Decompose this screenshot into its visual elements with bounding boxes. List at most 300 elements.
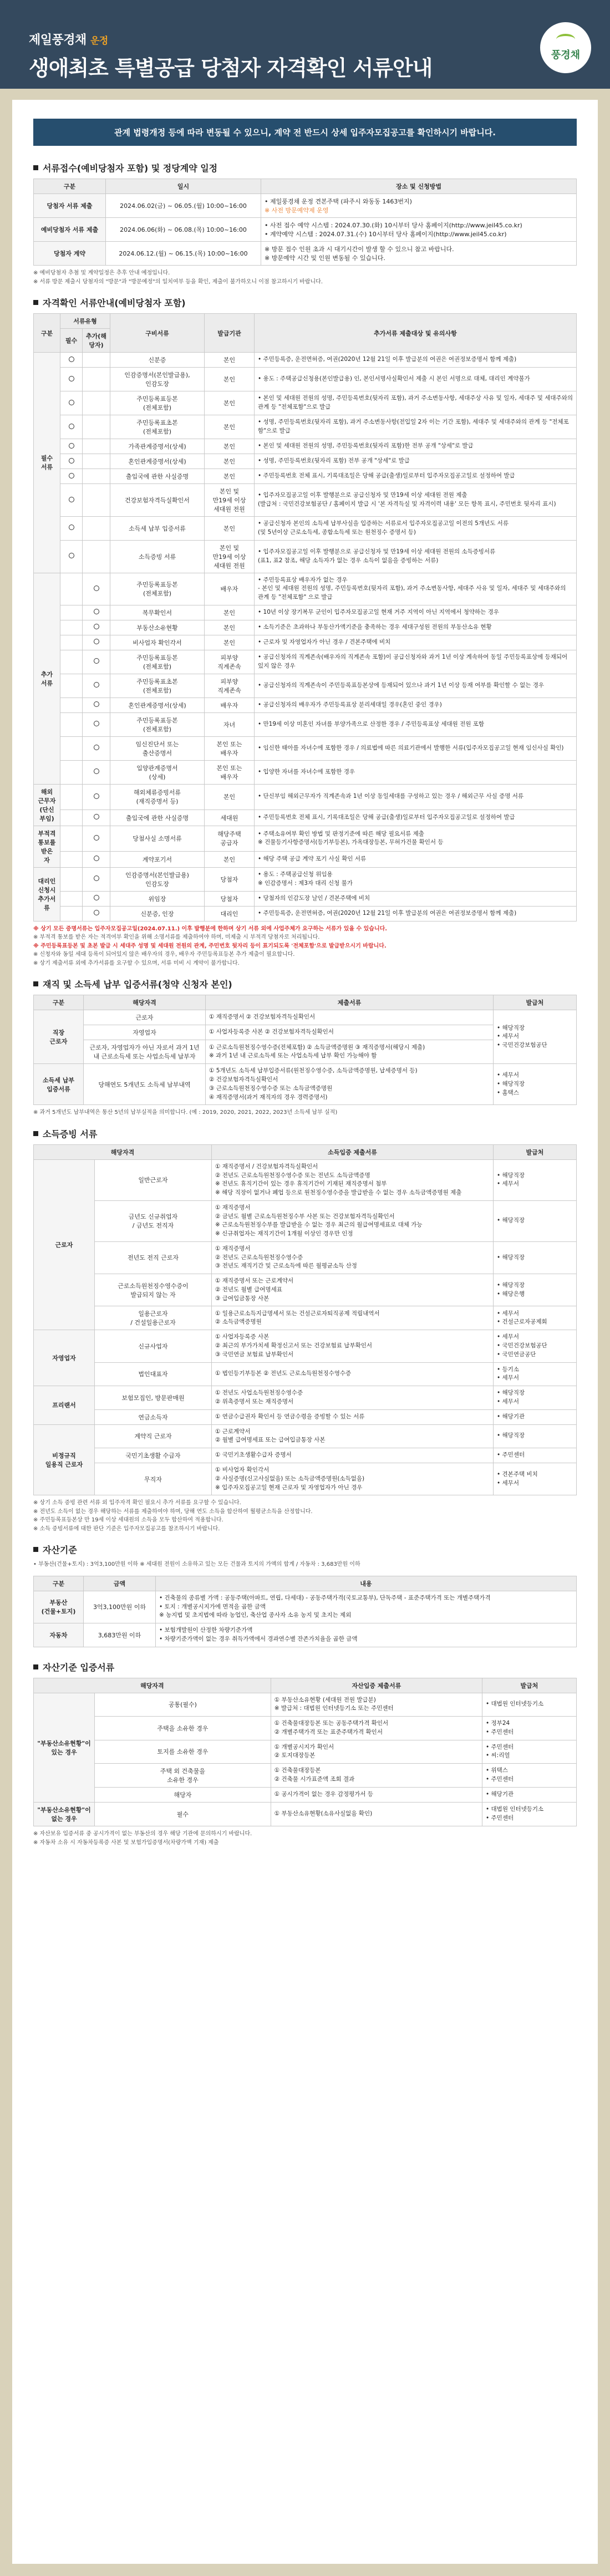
qual-note: • 10년 이상 장기복무 군인이 입주자모집공고일 현재 거주 지역이 아닌 지역에서 청약하는 경우 — [255, 605, 577, 620]
notice-banner: 관계 법령개정 등에 따라 변동될 수 있으니, 계약 전 반드시 상세 입주자모집공고를 확인하시기 바랍니다. — [33, 119, 577, 146]
proof-kind: 금년도 신규취업자 / 금년도 전직자 — [95, 1200, 212, 1241]
optional-mark — [83, 851, 110, 867]
proof-kind: 계약직 근로자 — [95, 1424, 212, 1448]
proof-docs: ① 국민기초생활수급자 증명서 — [212, 1448, 494, 1463]
qual-note: • 주민등록번호 전체 표시, 기록대조일은 당해 공급(출생)일로부터 입주자모집공고일로 설정하여 발급 — [255, 810, 577, 826]
qual-doc: 당첨사실 소명서류 — [110, 826, 205, 851]
asset-docs-issuer: • 주민센터 • 씨:리얼 — [482, 1740, 577, 1764]
proof-docs: ① 재직증명서 ② 금년도 월별 근로소득원천징수부 사본 또는 건강보험자격득실확인서 ※ 근로소득원천징수부를 발급받을 수 없는 경우 최근의 월급여명세표로 대체 가능 ※ 신규취업자는 재직기간이 1개월 이상인 경우만 인정 — [212, 1200, 494, 1241]
note-line: ※ 예비당첨자 추첨 및 계약일정은 추후 안내 예정입니다. — [33, 270, 170, 276]
schedule-row — [34, 218, 577, 242]
qual-doc: 복무확인서 — [110, 605, 205, 620]
optional-mark — [83, 469, 110, 484]
qual-issuer: 세대원 — [205, 810, 255, 826]
qual-row — [34, 391, 577, 415]
qual-note: • 본인 및 세대원 전원의 성명, 주민등록번호(뒷자리 포함), 과거 주소변동사항, 세대주상 사유 및 일자, 세대주 및 세대주와의 관계 등 "전체포함"으로 발급 — [255, 391, 577, 415]
asset-docs-row — [34, 1803, 577, 1826]
asset-docs-row — [34, 1693, 577, 1717]
income-issuer: • 세무서 • 해당직장 • 홈택스 — [494, 1064, 577, 1105]
qual-row — [34, 368, 577, 391]
schedule-label: 예비당첨자 서류 제출 — [34, 218, 106, 242]
note-line: ※ 상기 제출서류 외에 추가서류를 요구할 수 있으며, 서류 미비 시 계약이 불가합니다. — [33, 960, 240, 966]
proof-row — [34, 1306, 577, 1330]
qual-row — [34, 891, 577, 906]
asset-docs-group: "부동산소유현황"이 있는 경우 — [34, 1693, 95, 1803]
asset-docs-row — [34, 1717, 577, 1740]
asset-docs-section-title: 자산기준 입증서류 — [33, 1661, 577, 1673]
proof-kind: 일반근로자 — [95, 1159, 212, 1200]
qual-row — [34, 810, 577, 826]
qual-note: • 입주자모집공고일 이후 발행분으로 공급신청자 및 만19세 이상 세대원 전원의 소득증빙서류 (표1, 표2 참조, 해당 소득자가 없는 경우 소득이 없음을 증빙하는 서류) — [255, 540, 577, 573]
schedule-label: 당첨자 서류 제출 — [34, 194, 106, 218]
asset-docs-row — [34, 1788, 577, 1803]
note-line: ※ 과거 5개년도 납부내역은 통산 5년의 납부실적을 의미합니다. (예 : 2019, 2020, 2021, 2022, 2023년 소득세 납부 실적) — [33, 1109, 338, 1116]
qual-issuer: 본인 — [205, 368, 255, 391]
circle-mark-icon — [69, 443, 74, 449]
proof-docs: ① 재직증명서 ② 전년도 근로소득원천징수영수증 ③ 전년도 재직기간 및 근로소득에 따른 월평균소득 산정 — [212, 1241, 494, 1274]
required-mark — [60, 650, 83, 674]
asset-docs-docs: ① 개별공시지가 확인서 ② 토지대장등본 — [271, 1740, 482, 1764]
qual-doc: 건강보험자격득실확인서 — [110, 484, 205, 517]
qual-doc: 입양관계증명서 (상세) — [110, 760, 205, 784]
asset-docs-notes — [33, 1830, 577, 1847]
circle-mark-icon — [94, 895, 99, 900]
optional-mark — [83, 698, 110, 712]
qual-row — [34, 573, 577, 605]
asset-docs-issuer: • 정부24 • 주민센터 — [482, 1717, 577, 1740]
required-mark — [60, 784, 83, 810]
required-mark — [60, 760, 83, 784]
proof-row — [34, 1200, 577, 1241]
proof-docs: ① 법인등기부등본 ② 전년도 근로소득원천징수영수증 — [212, 1362, 494, 1386]
qual-note: • 주민등록증, 운전면허증, 여권(2020년 12월 21일 이후 발급분의 여권은 여권정보증명서 함께 제출) — [255, 353, 577, 368]
proof-group: 자영업자 — [34, 1330, 95, 1386]
circle-mark-icon — [69, 473, 74, 478]
qual-issuer: 피부양 직계존속 — [205, 674, 255, 698]
asset-docs-kind: 필수 — [95, 1803, 271, 1826]
schedule-label: 당첨자 계약 — [34, 242, 106, 266]
proof-issuer: • 해당직장 — [494, 1241, 577, 1274]
optional-mark — [83, 867, 110, 891]
circle-mark-icon — [94, 701, 99, 707]
proof-row — [34, 1330, 577, 1362]
optional-mark — [83, 368, 110, 391]
optional-mark — [83, 810, 110, 826]
proof-docs: ① 근로계약서 ② 월별 급여명세표 또는 급여입금통장 사본 — [212, 1424, 494, 1448]
income-docs: ① 5개년도 소득세 납부입증서류(원천징수영수증, 소득금액증명원, 납세증명서 등) ② 건강보험자격득실확인서 ③ 근로소득원천징수영수증 또는 소득금액증명원 ④ 재직증명서(과거 재직자의 경우 경력증명서) — [206, 1064, 494, 1105]
income-docs: ① 사업자등록증 사본 ② 건강보험자격득실확인서 — [206, 1025, 494, 1040]
circle-mark-icon — [94, 875, 99, 881]
qual-note: • 공급신청자 본인의 소득세 납부사실을 입증하는 서류로서 입주자모집공고일 이전의 5개년도 서류 (및 5년이상 근로소득세, 종합소득세 또는 원천징수 증명서 등) — [255, 517, 577, 541]
proof-kind: 전년도 전직 근로자 — [95, 1241, 212, 1274]
schedule-date: 2024.06.12.(월) ~ 06.15.(목) 10:00~16:00 — [106, 242, 261, 266]
qual-note: • 입주자모집공고일 이후 발행분으로 공급신청자 및 만19세 이상 세대원 전원 제출 (발급처 : 국민건강보험공단 / 홈페이지 발급 시 '본 자격득실 및 자격이력 내용' 모든 항목 표시, 주민번호 뒷자리 표시) — [255, 484, 577, 517]
qual-issuer: 본인 — [205, 784, 255, 810]
required-mark — [60, 620, 83, 635]
proof-docs: ① 사업자등록증 사본 ② 최근의 부가가치세 확정신고서 또는 건강보험료 납부확인서 ③ 국민연금 보험료 납부확인서 — [212, 1330, 494, 1362]
qual-doc: 주민등록표초본 (전체포함) — [110, 415, 205, 439]
optional-mark — [83, 891, 110, 906]
qual-note: • 단신부임 해외근무자가 직계존속과 1년 이상 동일세대를 구성하고 있는 경우 / 해외근무 사실 증명 서류 — [255, 784, 577, 810]
income-group: 소득세 납부 입증서류 — [34, 1064, 84, 1105]
asset-docs-issuer: • 위택스 • 주민센터 — [482, 1764, 577, 1788]
income-row — [34, 1064, 577, 1105]
qual-table: 구분 서류유형 구비서류 발급기관 추가서류 제출대상 및 유의사항 필수 추가(해당자) 필수 서류 신분증 본인 • 주민등록증, 운전면허증, 여권(2020년 12월 21일 이후 발급분의 여권은 여권정보증명서 함께 제출) 인감증명서(본인발급용), 인감도장 본인 • 용도 : 주택공급신청용(본인발급용) 인, 본인서명사실확인서 제출 시 본인 서명으로 대체, 대리인 계약불가 주민등록표등본 (전체포함) 본인 • 본인 및 세대원 전원의 성명, 주민등록번호(뒷자리 포함), 과거 주소변동사항, 세대주상 사유 및 일자, 세대주 및 세대주와의 관계 등 "전체포함"으로 발급 주민등록표초본 (전체포함) 본인 • 성명, 주민등록번호(뒷자리 포함), 과거 주소변동사항(전입일 2자 이는 기간 포함), 세대주 및 세대주와의 관계 등 "전체포함"으로 발급 가족관계증명서(상세) 본인 • 본인 및 세대원 전원의 성명, 주민등록번호(뒷자리 포함)한 전부 공개 "상세"로 발급 혼인관계증명서(상세) 본인 • 성명, 주민등록번호(뒷자리 포함) 전부 공개 "상세"로 발급 출입국에 관한 사실증명 본인 • 주민등록번호 전체 표시, 기록대조일은 당해 공급(출생)일로부터 입주자모집공고일로 설정하여 발급 건강보험자격득실확인서 본인 및 만19세 이상 세대원 전원 • 입주자모집공고일 이후 발행분으로 공급신청자 및 만19세 이상 세대원 전원 제출 (발급처 : 국민건강보험공단 / 홈페이지 발급 시 '본 자격득실 및 자격이력 내용' 모든 항목 표시, 주민번호 뒷자리 표시) 소득세 납부 입증서류 본인 • 공급신청자 본인의 소득세 납부사실을 입증하는 서류로서 입주자모집공고일 이전의 5개년도 서류 (및 5년이상 근로소득세, 종합소득세 또는 원천징수 증명서 등) 소득증빙 서류 본인 및 만19세 이상 세대원 전원 • 입주자모집공고일 이후 발행분으로 공급신청자 및 만19세 이상 세대원 전원의 소득증빙서류 (표1, 표2 참조, 해당 소득자가 없는 경우 소득이 없음을 증빙하는 서류) 추가 서류 주민등록표등본 (전체포함) 배우자 • 주민등록표상 배우자가 없는 경우 - 본인 및 세대원 전원의 성명, 주민등록번호(뒷자리 포함), 과거 주소변동사항, 세대주 사유 및 일자, 세대주 및 세대주와의 관계 등 "전체포함" 으로 발급 복무확인서 본인 • 10년 이상 장기복무 군인이 입주자모집공고일 현재 거주 지역이 아닌 지역에서 청약하는 경우 부동산소유현황 본인 • 소득기준은 초과하나 부동산가액기준을 충족하는 경우 세대구성원 전원의 부동산소유 현황 비사업자 확인각서 본인 • 근로자 및 자영업자가 아닌 경우 / 견본주택에 비치 주민등록표등본 (전체포함) 피부양 직계존속 • 공급신청자의 직계존속(배우자의 직계존속 포함)이 공급신청자와 과거 1년 이상 계속하여 동일 주민등록표상에 등재되어 있지 않은 경우 주민등록표초본 (전체포함) 피부양 직계존속 • 공급신청자의 직계존속이 주민등록표등본상에 등재되어 있으나 과거 1년 이상 등재 여부를 확인할 수 없는 경우 혼인관계증명서(상세) 배우자 • 공급신청자의 배우자가 주민등록표상 분리세대일 경우(혼인 중인 경우) 주민등록표등본 (전체포함) 자녀 • 만19세 이상 미혼인 자녀를 부양가족으로 산정한 경우 / 주민등록표상 세대원 전원 포함 임신진단서 또는 출산증명서 본인 또는 배우자 • 임신한 태아를 자녀수에 포함한 경우 / 의료법에 따른 의료기관에서 발행한 서류(입주자모집공고일 현재 임신사실 확인) 입양관계증명서 (상세) 본인 또는 배우자 • 입양한 자녀를 자녀수에 포함한 경우 해외 근무자 (단신부임) 해외체류증빙서류 (재직증명서 등) 본인 • 단신부임 해외근무자가 직계존속과 1년 이상 동일세대를 구성하고 있는 경우 / 해외근무 사실 증명 서류 출입국에 관한 사실증명 세대원 • 주민등록번호 전체 표시, 기록대조일은 당해 공급(출생)일로부터 입주자모집공고일로 설정하여 발급 부적격 통보를 받은 자 당첨사실 소명서류 해당주택 공급자 • 주택소유여부 확인 방법 및 판정기준에 따른 해당 필요서류 제출 ※ 건물등기사항증명서(등기부등본), 가옥대장등본, 무허가건물 확인서 등 계약포기서 본인 • 해당 주택 공급 계약 포기 사실 확인 서류 대리인 신청시 추가서류 인감증명서(본인발급용) 인감도장 당첨자 • 용도 : 주택공급신청 위임용 ※ 인감증명서 : 제3자 대리 신청 불가 위임장 당첨자 • 당첨자의 인감도장 날인 / 견본주택에 비치 신분증, 인장 대리인 • 주민등록증, 운전면허증, 여권(2020년 12월 21일 이후 발급분의 여권은 여권정보증명서 함께 제출) — [33, 313, 577, 922]
required-mark — [60, 368, 83, 391]
qual-note: • 공급신청자의 배우자가 주민등록표상 분리세대일 경우(혼인 중인 경우) — [255, 698, 577, 712]
qual-note: • 용도 : 주택공급신청용(본인발급용) 인, 본인서명사실확인서 제출 시 본인 서명으로 대체, 대리인 계약불가 — [255, 368, 577, 391]
asset-docs-kind: 주택 외 건축물을 소유한 경우 — [95, 1764, 271, 1788]
proof-docs: ① 일용근로소득지급명세서 또는 건설근로자퇴직공제 적립내역서 ② 소득금액증명원 — [212, 1306, 494, 1330]
proof-issuer: • 해당직장 • 세무서 — [494, 1386, 577, 1410]
asset-intro: • 부동산(건물+토지) : 3억3,100만원 이하 ※ 세대원 전원이 소유하고 있는 모든 건물과 토지의 가액의 합계 / 자동차 : 3,683만원 이하 — [33, 1561, 360, 1568]
proof-table: 해당자격 소득입증 제출서류 발급처 근로자 일반근로자 ① 재직증명서 / 건강보험자격득실확인서 ② 전년도 근로소득원천징수영수증 또는 전년도 소득금액증명 ※ 전년도 휴직기간이 있는 경우 휴직기간이 기재된 재직증명서 첨부 ※ 해당 직장이 없거나 폐업 등으로 원천징수영수증을 발급받을 수 없는 경우 소득금액증명원 제출 • 해당직장 • 세무서 금년도 신규취업자 / 금년도 전직자 ① 재직증명서 ② 금년도 월별 근로소득원천징수부 사본 또는 건강보험자격득실확인서 ※ 근로소득원천징수부를 발급받을 수 없는 경우 최근의 월급여명세표로 대체 가능 ※ 신규취업자는 재직기간이 1개월 이상인 경우만 인정 • 해당직장 전년도 전직 근로자 ① 재직증명서 ② 전년도 근로소득원천징수영수증 ③ 전년도 재직기간 및 근로소득에 따른 월평균소득 산정 • 해당직장 근로소득원천징수영수증이 발급되지 않는 자 ① 재직증명서 또는 근로계약서 ② 전년도 월별 급여명세표 ③ 급여입금통장 사본 • 해당직장 • 해당은행 일용근로자 / 건설일용근로자 ① 일용근로소득지급명세서 또는 건설근로자퇴직공제 적립내역서 ② 소득금액증명원 • 세무서 • 건설근로자공제회 자영업자 신규사업자 ① 사업자등록증 사본 ② 최근의 부가가치세 확정신고서 또는 건강보험료 납부확인서 ③ 국민연금 보험료 납부확인서 • 세무서 • 국민건강보험공단 • 국민연금공단 법인대표자 ① 법인등기부등본 ② 전년도 근로소득원천징수영수증 • 등기소 • 세무서 프리랜서 보험모집인, 방문판매원 ① 전년도 사업소득원천징수영수증 ② 위촉증명서 또는 재직증명서 • 해당직장 • 세무서 연금소득자 ① 연금수급권자 확인서 등 연금수령을 증빙할 수 있는 서류 • 해당기관 비정규직 일용직 근로자 계약직 근로자 ① 근로계약서 ② 월별 급여명세표 또는 급여입금통장 사본 • 해당직장 국민기초생활 수급자 ① 국민기초생활수급자 증명서 • 주민센터 무직자 ① 비사업자 확인각서 ② 사실증명(신고사실없음) 또는 소득금액증명원(소득없음) ※ 입주자모집공고일 현재 근로자 및 자영업자가 아닌 경우 • 견본주택 비치 • 세무서 — [33, 1144, 577, 1496]
circle-mark-icon — [94, 586, 99, 591]
company-name: 제일풍경채 운정 — [29, 33, 108, 47]
income-docs: ① 근로소득원천징수영수증(전체포함) ② 소득금액증명원 ③ 재직증명서(해당시 제출) ※ 과거 1년 내 근로소득세 또는 사업소득세 납부 확인 가능해야 함 — [206, 1040, 494, 1064]
asset-docs-table: 해당자격 자산입증 제출서류 발급처 "부동산소유현황"이 있는 경우 공통(필수) ① 부동산소유현황 (세대원 전원 발급분) ※ 발급처 : 대법원 인터넷등기소 또는 주민센터 • 대법원 인터넷등기소 주택을 소유한 경우 ① 건축물대장등본 또는 공동주택가격 확인서 ② 개별주택가격 또는 표준주택가격 확인서 • 정부24 • 주민센터 토지를 소유한 경우 ① 개별공시지가 확인서 ② 토지대장등본 • 주민센터 • 씨:리얼 주택 외 건축물을 소유한 경우 ① 건축물대장등본 ② 건축물 시가표준액 조회 결과 • 위택스 • 주민센터 해당자 ① 공시가격이 없는 경우 감정평가서 등 • 해당기관 "부동산소유현황"이 없는 경우 필수 ① 부동산소유현황(소유사실없음 확인) • 대법원 인터넷등기소 • 주민센터 — [33, 1678, 577, 1827]
qual-doc: 부동산소유현황 — [110, 620, 205, 635]
qual-doc: 신분증, 인장 — [110, 906, 205, 921]
qual-row — [34, 760, 577, 784]
note-line: ※ 상기 모든 증명서류는 입주자모집공고일(2024.07.11.) 이후 발행분에 한하며 상기 서류 외에 사업주체가 요구하는 서류가 있을 수 있습니다. — [33, 925, 388, 932]
proof-issuer: • 해당직장 — [494, 1424, 577, 1448]
asset-content: • 보험개발원이 산정한 차량기준가액 • 차량기준가액이 없는 경우 취득가액에서 경과연수별 잔존가치율을 곱한 금액 — [156, 1623, 577, 1647]
qual-note: • 입양한 자녀를 자녀수에 포함한 경우 — [255, 760, 577, 784]
optional-mark — [83, 784, 110, 810]
qual-issuer: 피부양 직계존속 — [205, 650, 255, 674]
qual-doc: 인감증명서(본인발급용), 인감도장 — [110, 368, 205, 391]
asset-row — [34, 1623, 577, 1647]
optional-mark — [83, 635, 110, 650]
optional-mark — [83, 620, 110, 635]
schedule-table: 구분 일시 장소 및 신청방법 당첨자 서류 제출 2024.06.02(금) ~ 06.05.(월) 10:00~16:00 • 제일풍경채 운정 견본주택 (파주시 와동동 1463번지) ※ 사전 방문예약제 운영 예비당첨자 서류 제출 2024.06.06(화) ~ 06.08.(목) 10:00~16:00 • 사전 접수 예약 시스템 : 2024.07.30.(화) 10시부터 당사 홈페이지(http://www.jeil45.co.kr) • 계약예약 시스템 : 2024.07.31.(수) 10시부터 당사 홈페이지(http://www.jeil45.co.kr) 당첨자 계약 2024.06.12.(월) ~ 06.15.(목) 10:00~16:00 ※ 방문 접수 인원 초과 시 대기시간이 발생 할 수 있으니 참고 바랍니다. ※ 방문예약 시간 및 인원 변동될 수 있습니다. — [33, 179, 577, 266]
qual-note: • 주민등록표상 배우자가 없는 경우 - 본인 및 세대원 전원의 성명, 주민등록번호(뒷자리 포함), 과거 주소변동사항, 세대주 사유 및 일자, 세대주 및 세대주와의 관계 등 "전체포함" 으로 발급 — [255, 573, 577, 605]
page-title: 생애최초 특별공급 당첨자 자격확인 서류안내 — [29, 56, 433, 80]
asset-docs-kind: 주택을 소유한 경우 — [95, 1717, 271, 1740]
optional-mark — [83, 391, 110, 415]
note-line: ※ 자동차 소유 시 자동차등록증 사본 및 보험가입증명서(차량가액 기재) 제출 — [33, 1839, 219, 1846]
qual-note: • 공급신청자의 직계존속이 주민등록표등본상에 등재되어 있으나 과거 1년 이상 등재 여부를 확인할 수 없는 경우 — [255, 674, 577, 698]
optional-mark — [83, 605, 110, 620]
note-line: ※ 부적격 통보를 받은 자는 적격여부 확인을 위해 소명서류를 제출하여야 하며, 미제출 시 부적격 당첨자로 처리됩니다. — [33, 934, 320, 941]
proof-group: 근로자 — [34, 1159, 95, 1330]
qual-note: • 본인 및 세대원 전원의 성명, 주민등록번호(뒷자리 포함)한 전부 공개 "상세"로 발급 — [255, 439, 577, 454]
income-table: 구분 해당자격 제출서류 발급처 직장 근로자 근로자 ① 재직증명서 ② 건강보험자격득실확인서 • 해당직장 • 세무서 • 국민건강보험공단 자영업자 ① 사업자등록증 사본 ② 건강보험자격득실확인서 근로자, 자영업자가 아닌 자로서 과거 1년 내 근로소득세 또는 사업소득세 납부자 ① 근로소득원천징수영수증(전체포함) ② 소득금액증명원 ③ 재직증명서(해당시 제출) ※ 과거 1년 내 근로소득세 또는 사업소득세 납부 확인 가능해야 함 소득세 납부 입증서류 당해연도 5개년도 소득세 납부내역 ① 5개년도 소득세 납부입증서류(원천징수영수증, 소득금액증명원, 납세증명서 등) ② 건강보험자격득실확인서 ③ 근로소득원천징수영수증 또는 소득금액증명원 ④ 재직증명서(과거 재직자의 경우 경력증명서) • 세무서 • 해당직장 • 홈택스 — [33, 995, 577, 1105]
qual-doc: 해외체류증빙서류 (재직증명서 등) — [110, 784, 205, 810]
qual-row — [34, 469, 577, 484]
qual-group: 추가 서류 — [34, 573, 60, 784]
required-mark — [60, 736, 83, 760]
qual-row — [34, 736, 577, 760]
asset-kind: 부동산 (건물+토지) — [34, 1591, 84, 1623]
qual-note: • 당첨자의 인감도장 날인 / 견본주택에 비치 — [255, 891, 577, 906]
qual-issuer: 배우자 — [205, 573, 255, 605]
qual-doc: 계약포기서 — [110, 851, 205, 867]
optional-mark — [83, 760, 110, 784]
asset-amount: 3,683만원 이하 — [84, 1623, 156, 1647]
circle-mark-icon — [94, 624, 99, 629]
proof-kind: 신규사업자 — [95, 1330, 212, 1362]
income-row — [34, 1010, 577, 1025]
note-line: ※ 서류 방문 제출시 당첨자의 "방문"과 "방문예정"의 일치여부 등을 확인, 제출이 불가하오니 이점 참고하시기 바랍니다. — [33, 278, 323, 285]
proof-docs: ① 비사업자 확인각서 ② 사실증명(신고사실없음) 또는 소득금액증명원(소득없음) ※ 입주자모집공고일 현재 근로자 및 자영업자가 아닌 경우 — [212, 1463, 494, 1495]
optional-mark — [83, 573, 110, 605]
note-line: ※ 신청자와 동일 세대 등록이 되어있지 않은 배우자의 경우, 배우자 주민등록표등본 추가 제출이 필요합니다. — [33, 951, 295, 958]
note-line: ※ 주민등록표등본상 만 19세 이상 세대원의 소득을 모두 합산하여 적용합니다. — [33, 1517, 223, 1524]
qual-row — [34, 826, 577, 851]
qual-row — [34, 540, 577, 573]
asset-docs-row — [34, 1740, 577, 1764]
circle-mark-icon — [94, 609, 99, 614]
qual-issuer: 대리인 — [205, 906, 255, 921]
circle-mark-icon — [94, 682, 99, 688]
required-mark — [60, 635, 83, 650]
qual-doc: 혼인관계증명서(상세) — [110, 698, 205, 712]
optional-mark — [83, 353, 110, 368]
proof-kind: 보험모집인, 방문판매원 — [95, 1386, 212, 1410]
proof-kind: 법인대표자 — [95, 1362, 212, 1386]
schedule-method-line: ※ 방문예약 시간 및 인원 변동될 수 있습니다. — [265, 254, 385, 262]
note-line: ※ 전년도 소득이 없는 경우 해당하는 서류를 제출하여야 하며, 당해 연도 소득을 합산하여 월평균소득을 산정합니다. — [33, 1508, 313, 1515]
qual-doc: 주민등록표등본 (전체포함) — [110, 712, 205, 736]
qual-issuer: 본인 — [205, 454, 255, 469]
qual-doc: 비사업자 확인각서 — [110, 635, 205, 650]
asset-section-title: 자산기준 — [33, 1543, 577, 1556]
income-kind: 근로자 — [84, 1010, 206, 1025]
proof-row — [34, 1424, 577, 1448]
qual-note: • 용도 : 주택공급신청 위임용 ※ 인감증명서 : 제3자 대리 신청 불가 — [255, 867, 577, 891]
optional-mark — [83, 540, 110, 573]
qual-row — [34, 353, 577, 368]
qual-group: 부적격 통보를 받은 자 — [34, 826, 60, 867]
qual-row — [34, 867, 577, 891]
schedule-row — [34, 194, 577, 218]
circle-mark-icon — [69, 357, 74, 362]
qual-row — [34, 635, 577, 650]
qual-issuer: 자녀 — [205, 712, 255, 736]
optional-mark — [83, 712, 110, 736]
proof-issuer: • 등기소 • 세무서 — [494, 1362, 577, 1386]
qual-row — [34, 517, 577, 541]
proof-kind: 근로소득원천징수영수증이 발급되지 않는 자 — [95, 1274, 212, 1306]
qual-issuer: 본인 및 만19세 이상 세대원 전원 — [205, 484, 255, 517]
required-mark — [60, 712, 83, 736]
asset-docs-issuer: • 대법원 인터넷등기소 • 주민센터 — [482, 1803, 577, 1826]
required-mark — [60, 851, 83, 867]
schedule-notes — [33, 269, 577, 286]
document-body — [12, 100, 598, 2564]
asset-docs-issuer: • 대법원 인터넷등기소 — [482, 1693, 577, 1717]
asset-docs-issuer: • 해당기관 — [482, 1788, 577, 1803]
qual-group: 필수 서류 — [34, 353, 60, 573]
qual-issuer: 본인 — [205, 635, 255, 650]
qual-issuer: 당첨자 — [205, 891, 255, 906]
asset-row — [34, 1591, 577, 1623]
qual-note: • 만19세 이상 미혼인 자녀를 부양가족으로 산정한 경우 / 주민등록표상 세대원 전원 포함 — [255, 712, 577, 736]
asset-docs-docs: ① 부동산소유현황 (세대원 전원 발급분) ※ 발급처 : 대법원 인터넷등기소 또는 주민센터 — [271, 1693, 482, 1717]
proof-issuer: • 주민센터 — [494, 1448, 577, 1463]
asset-docs-docs: ① 건축물대장등본 ② 건축물 시가표준액 조회 결과 — [271, 1764, 482, 1788]
schedule-method-line: • 사전 접수 예약 시스템 : 2024.07.30.(화) 10시부터 당사 홈페이지(http://www.jeil45.co.kr) — [265, 222, 522, 229]
proof-row — [34, 1448, 577, 1463]
schedule-method — [261, 218, 577, 242]
logo-leaf-icon — [556, 34, 575, 45]
proof-kind: 국민기초생활 수급자 — [95, 1448, 212, 1463]
proof-row — [34, 1463, 577, 1495]
qual-issuer: 본인 — [205, 391, 255, 415]
optional-mark — [83, 674, 110, 698]
income-docs: ① 재직증명서 ② 건강보험자격득실확인서 — [206, 1010, 494, 1025]
brand-logo: 풍경채 — [540, 22, 591, 73]
qual-row — [34, 454, 577, 469]
required-mark — [60, 415, 83, 439]
proof-issuer: • 해당직장 • 해당은행 — [494, 1274, 577, 1306]
asset-docs-docs: ① 건축물대장등본 또는 공동주택가격 확인서 ② 개별주택가격 또는 표준주택가격 확인서 — [271, 1717, 482, 1740]
asset-docs-kind: 공통(필수) — [95, 1693, 271, 1717]
proof-row — [34, 1386, 577, 1410]
asset-docs-docs: ① 부동산소유현황(소유사실없음 확인) — [271, 1803, 482, 1826]
circle-mark-icon — [94, 856, 99, 861]
qual-note: • 근로자 및 자영업자가 아닌 경우 / 견본주택에 비치 — [255, 635, 577, 650]
proof-notes — [33, 1499, 577, 1533]
qual-issuer: 본인 — [205, 353, 255, 368]
proof-issuer: • 해당직장 — [494, 1200, 577, 1241]
proof-row — [34, 1362, 577, 1386]
qual-note: • 주택소유여부 확인 방법 및 판정기준에 따른 해당 필요서류 제출 ※ 건물등기사항증명서(등기부등본), 가옥대장등본, 무허가건물 확인서 등 — [255, 826, 577, 851]
qual-section-title: 자격확인 서류안내(예비당첨자 포함) — [33, 296, 577, 309]
qual-row — [34, 674, 577, 698]
qual-issuer: 본인 및 만19세 이상 세대원 전원 — [205, 540, 255, 573]
required-mark — [60, 573, 83, 605]
note-line: ※ 상기 소득 증빙 관련 서류 외 입주자격 확인 필요시 추가 서류를 요구할 수 있습니다. — [33, 1500, 241, 1506]
qual-row — [34, 439, 577, 454]
qual-notes — [33, 925, 577, 968]
qual-issuer: 본인 또는 배우자 — [205, 760, 255, 784]
qual-row — [34, 698, 577, 712]
optional-mark — [83, 826, 110, 851]
required-mark — [60, 674, 83, 698]
asset-docs-group: "부동산소유현황"이 없는 경우 — [34, 1803, 95, 1826]
proof-row — [34, 1241, 577, 1274]
proof-kind: 연금소득자 — [95, 1409, 212, 1424]
qual-row — [34, 620, 577, 635]
qual-group: 대리인 신청시 추가서류 — [34, 867, 60, 921]
qual-note: • 해당 주택 공급 계약 포기 사실 확인 서류 — [255, 851, 577, 867]
qual-doc: 가족관계증명서(상세) — [110, 439, 205, 454]
qual-issuer: 배우자 — [205, 698, 255, 712]
circle-mark-icon — [94, 721, 99, 726]
asset-docs-docs: ① 공시가격이 없는 경우 감정평가서 등 — [271, 1788, 482, 1803]
optional-mark — [83, 650, 110, 674]
qual-row — [34, 784, 577, 810]
proof-group: 프리랜서 — [34, 1386, 95, 1425]
qual-issuer: 해당주택 공급자 — [205, 826, 255, 851]
required-mark — [60, 906, 83, 921]
schedule-method-line: • 계약예약 시스템 : 2024.07.31.(수) 10시부터 당사 홈페이지(http://www.jeil45.co.kr) — [265, 231, 507, 238]
qual-row — [34, 851, 577, 867]
schedule-method — [261, 194, 577, 218]
asset-docs-kind: 해당자 — [95, 1788, 271, 1803]
proof-docs: ① 연금수급권자 확인서 등 연금수령을 증빙할 수 있는 서류 — [212, 1409, 494, 1424]
required-mark — [60, 353, 83, 368]
proof-row — [34, 1159, 577, 1200]
circle-mark-icon — [69, 424, 74, 429]
income-section-title: 재직 및 소득세 납부 입증서류(청약 신청자 본인) — [33, 978, 577, 990]
note-line: ※ 주민등록표등본 및 초본 발급 시 세대주 성명 및 세대원 전원의 관계, 주민번호 뒷자리 등이 표기되도록 '전체포함'으로 발급받으시기 바랍니다. — [33, 943, 387, 949]
qual-note: • 성명, 주민등록번호(뒷자리 포함) 전부 공개 "상세"로 발급 — [255, 454, 577, 469]
schedule-method — [261, 242, 577, 266]
qual-issuer: 본인 — [205, 439, 255, 454]
required-mark — [60, 605, 83, 620]
proof-row — [34, 1409, 577, 1424]
required-mark — [60, 391, 83, 415]
qual-note: • 주민등록번호 전체 표시, 기록대조일은 당해 공급(출생)일로부터 입주자모집공고일로 설정하여 발급 — [255, 469, 577, 484]
qual-note: • 공급신청자의 직계존속(배우자의 직계존속 포함)이 공급신청자와 과거 1년 이상 계속하여 동일 주민등록표상에 등재되어 있지 않은 경우 — [255, 650, 577, 674]
income-group: 직장 근로자 — [34, 1010, 84, 1064]
schedule-date: 2024.06.02(금) ~ 06.05.(월) 10:00~16:00 — [106, 194, 261, 218]
proof-kind: 무직자 — [95, 1463, 212, 1495]
required-mark — [60, 826, 83, 851]
qual-doc: 소득세 납부 입증서류 — [110, 517, 205, 541]
circle-mark-icon — [94, 658, 99, 664]
income-kind: 자영업자 — [84, 1025, 206, 1040]
circle-mark-icon — [69, 400, 74, 405]
qual-issuer: 본인 — [205, 517, 255, 541]
schedule-row — [34, 242, 577, 266]
proof-kind: 일용근로자 / 건설일용근로자 — [95, 1306, 212, 1330]
required-mark — [60, 698, 83, 712]
circle-mark-icon — [94, 639, 99, 644]
schedule-date: 2024.06.06(화) ~ 06.08.(목) 10:00~16:00 — [106, 218, 261, 242]
qual-doc: 소득증빙 서류 — [110, 540, 205, 573]
qual-issuer: 본인 — [205, 620, 255, 635]
proof-issuer: • 견본주택 비치 • 세무서 — [494, 1463, 577, 1495]
income-notes — [33, 1108, 577, 1117]
qual-row — [34, 650, 577, 674]
circle-mark-icon — [94, 768, 99, 774]
required-mark — [60, 810, 83, 826]
proof-section-title: 소득증빙 서류 — [33, 1127, 577, 1140]
circle-mark-icon — [94, 910, 99, 915]
qual-doc: 혼인관계증명서(상세) — [110, 454, 205, 469]
qual-doc: 인감증명서(본인발급용) 인감도장 — [110, 867, 205, 891]
asset-content: • 건축물의 종류별 가액 : 공동주택(아파트, 연립, 다세대) - 공동주택가격(국토교통부), 단독주택 - 표준주택가격 또는 개별주택가격 • 토지 : 개별공시지가에 면적을 곱한 금액 ※ 농지법 및 초지법에 따라 농업인, 축산업 종사자 소유 농지 및 초지는 제외 — [156, 1591, 577, 1623]
proof-issuer: • 해당기관 — [494, 1409, 577, 1424]
note-line: ※ 소득 증빙서류에 대한 판단 기준은 입주자모집공고를 참조하시기 바랍니다. — [33, 1525, 220, 1532]
required-mark — [60, 540, 83, 573]
proof-issuer: • 세무서 • 국민건강보험공단 • 국민연금공단 — [494, 1330, 577, 1362]
circle-mark-icon — [69, 376, 74, 381]
circle-mark-icon — [69, 553, 74, 558]
page-header — [0, 0, 610, 89]
proof-issuer: • 세무서 • 건설근로자공제회 — [494, 1306, 577, 1330]
required-mark — [60, 484, 83, 517]
qual-row — [34, 415, 577, 439]
income-kind: 근로자, 자영업자가 아닌 자로서 과거 1년 내 근로소득세 또는 사업소득세 납부자 — [84, 1040, 206, 1064]
qual-doc: 임신진단서 또는 출산증명서 — [110, 736, 205, 760]
asset-docs-row — [34, 1764, 577, 1788]
qual-row — [34, 712, 577, 736]
qual-note: • 임신한 태아를 자녀수에 포함한 경우 / 의료법에 따른 의료기관에서 발행한 서류(입주자모집공고일 현재 임신사실 확인) — [255, 736, 577, 760]
schedule-method-line: • 제일풍경채 운정 견본주택 (파주시 와동동 1463번지) — [265, 198, 412, 205]
circle-mark-icon — [94, 835, 99, 841]
qual-row — [34, 906, 577, 921]
note-line: ※ 자산보유 입증서류 중 공시가격이 없는 부동산의 경우 해당 기관에 문의하시기 바랍니다. — [33, 1831, 252, 1837]
optional-mark — [83, 517, 110, 541]
qual-issuer: 본인 — [205, 415, 255, 439]
schedule-method-line: ※ 방문 접수 인원 초과 시 대기시간이 발생 할 수 있으니 참고 바랍니다. — [265, 246, 454, 253]
